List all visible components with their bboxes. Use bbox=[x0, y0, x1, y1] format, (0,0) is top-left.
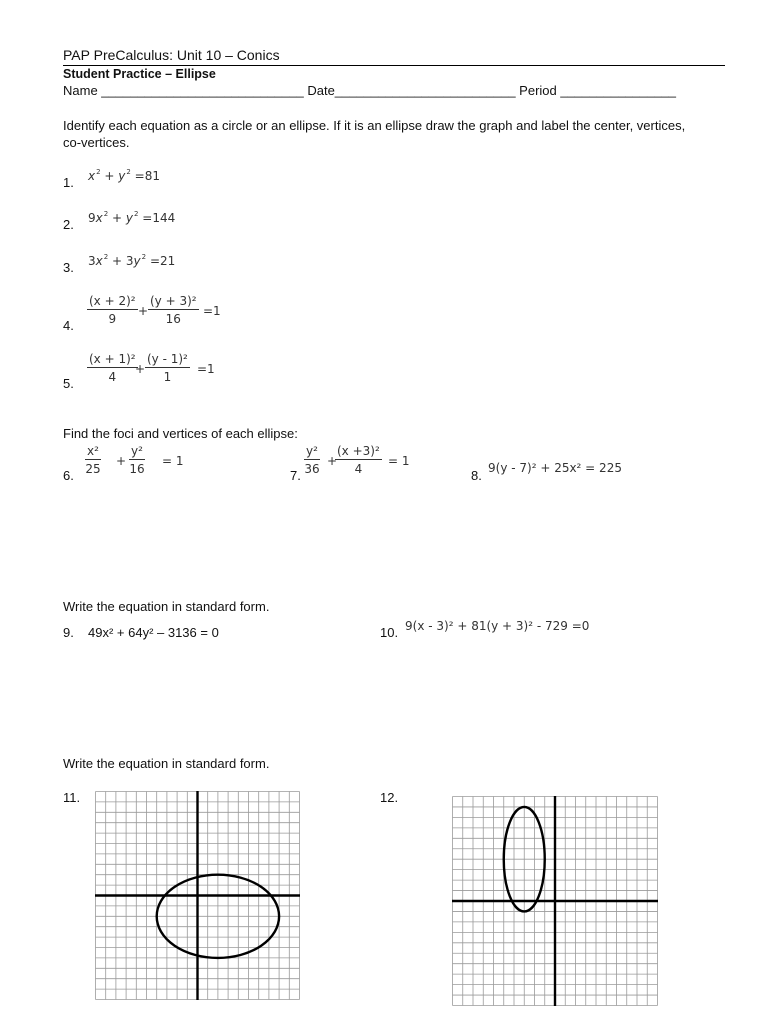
page-title: PAP PreCalculus: Unit 10 – Conics bbox=[63, 47, 280, 63]
problem-1-number: 1. bbox=[63, 175, 74, 190]
problem-11-number: 11. bbox=[63, 790, 81, 805]
problem-12-grid bbox=[452, 796, 658, 1006]
problem-10-number: 10. bbox=[380, 625, 399, 640]
section4-instructions: Write the equation in standard form. bbox=[63, 756, 270, 771]
section1-instructions: Identify each equation as a circle or an ellipse. If it is an ellipse draw the graph and label the center, vertices, co-vertices. bbox=[63, 118, 686, 150]
problem-4-plus: + bbox=[138, 304, 149, 318]
problem-6-number: 6. bbox=[63, 468, 74, 483]
problem-10-equation: 9(x - 3)² + 81(y + 3)² - 729 =0 bbox=[405, 619, 590, 633]
problem-4-fraction-2: $\frac{\text{(y + 3)²}}{16}$ bbox=[150, 294, 197, 326]
problem-7-fraction-2: $\frac{\text{(x +3)²}}{4}$ bbox=[337, 444, 380, 476]
problem-3-equation: $3x^2 + 3y^2 =21$ bbox=[88, 253, 176, 268]
problem-4-fraction-1: $\frac{\text{(x + 2)²}}{9}$ bbox=[89, 294, 136, 326]
problem-5-rhs: =1 bbox=[197, 362, 215, 376]
problem-7-number: 7. bbox=[290, 468, 301, 483]
problem-1-equation: $x^2 + y^2 =81$ bbox=[88, 168, 160, 183]
problem-12-number: 12. bbox=[380, 790, 399, 805]
problem-9-number: 9. bbox=[63, 625, 74, 640]
problem-5-plus: + bbox=[135, 362, 146, 376]
problem-5-fraction-1: $\frac{\text{(x + 1)²}}{4}$ bbox=[89, 352, 136, 384]
problem-9-equation: 49x² + 64y² – 3136 = 0 bbox=[88, 625, 219, 640]
problem-6-fraction-1: $\frac{\text{x²}}{25}$ bbox=[85, 444, 101, 476]
title-rule bbox=[63, 65, 725, 66]
problem-3-number: 3. bbox=[63, 260, 74, 275]
problem-4-rhs: =1 bbox=[203, 304, 221, 318]
problem-7-rhs: = 1 bbox=[388, 454, 410, 468]
section3-instructions: Write the equation in standard form. bbox=[63, 599, 270, 614]
name-date-period-line: Name ____________________________ Date_________________________ Period ________________ bbox=[63, 83, 677, 98]
problem-6-fraction-2: $\frac{\text{y²}}{16}$ bbox=[129, 444, 145, 476]
section2-instructions: Find the foci and vertices of each ellipse: bbox=[63, 426, 298, 441]
problem-6-plus: + bbox=[116, 454, 127, 468]
problem-5-fraction-2: $\frac{\text{(y - 1)²}}{1}$ bbox=[147, 352, 188, 384]
problem-2-number: 2. bbox=[63, 217, 74, 232]
problem-5-number: 5. bbox=[63, 376, 74, 391]
problem-4-number: 4. bbox=[63, 318, 74, 333]
problem-8-number: 8. bbox=[471, 468, 482, 483]
problem-7-fraction-1: $\frac{\text{y²}}{36}$ bbox=[304, 444, 320, 476]
problem-8-equation: 9(y - 7)² + 25x² = 225 bbox=[488, 461, 622, 475]
problem-7-plus: + bbox=[327, 454, 338, 468]
problem-2-equation: $9x^2 + y^2 =144$ bbox=[88, 210, 176, 225]
page-subtitle: Student Practice – Ellipse bbox=[63, 67, 216, 81]
problem-6-rhs: = 1 bbox=[162, 454, 184, 468]
problem-11-grid bbox=[95, 791, 300, 1000]
